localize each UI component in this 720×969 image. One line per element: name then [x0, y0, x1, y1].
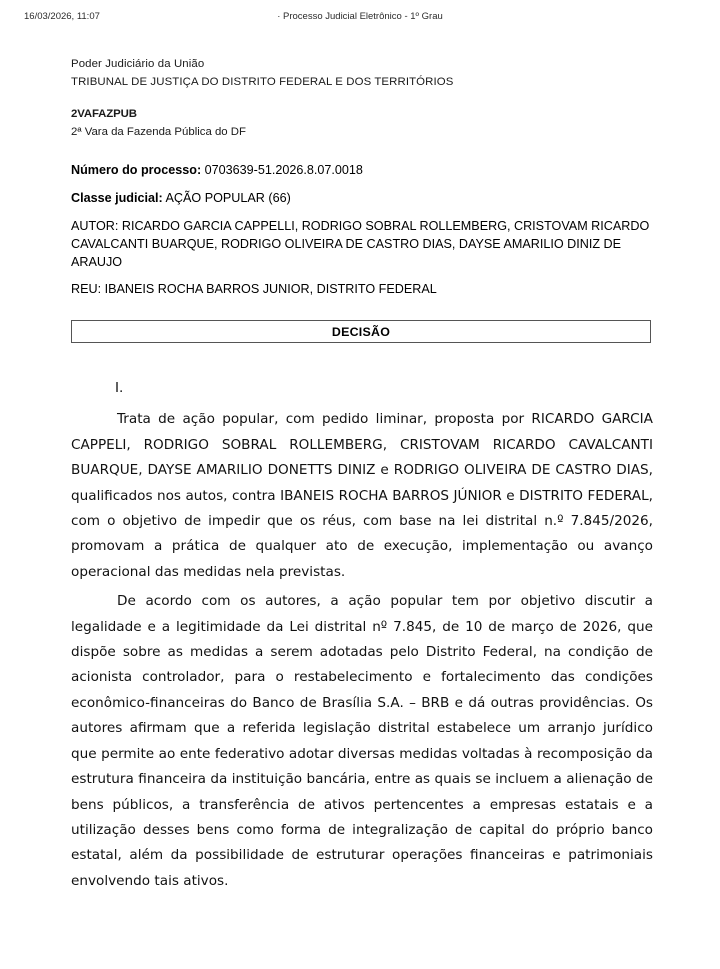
decision-title-box [71, 320, 651, 343]
process-number-row [71, 161, 653, 180]
judicial-unit-code: 2VAFAZPUB [71, 108, 137, 120]
letterhead-line-1: Poder Judiciário da União [71, 58, 205, 70]
judicial-class-row [71, 189, 653, 208]
plaintiffs-row: AUTOR: RICARDO GARCIA CAPPELLI, RODRIGO SOBRAL ROLLEMBERG, CRISTOVAM RICARDO CAVALCANTI BUARQUE, RODRIGO OLIVEIRA DE CASTRO DIAS, DAYSE AMARILIO DINIZ DE ARAUJO [71, 219, 650, 269]
decision-body [71, 376, 653, 894]
print-header-title: · Processo Judicial Eletrônico - 1º Grau [277, 11, 443, 22]
decision-title: DECISÃO [331, 324, 391, 339]
decision-paragraph-1: Trata de ação popular, com pedido liminar, proposta por RICARDO GARCIA CAPPELI, RODRIGO SOBRAL ROLLEMBERG, CRISTOVAM RICARDO CAVALCANTI BUARQUE, DAYSE AMARILIO DONETTS DINIZ e RODRIGO OLIVEIRA DE CASTRO DIAS, qualificados nos autos, contra IBANEIS ROCHA BARROS JÚNIOR e DISTRITO FEDERAL, com o objetivo de impedir que os réus, com base na lei distrital n.º 7.845/2026, promovam a prática de qualquer ato de execução, implementação ou avanço operacional das medidas nela previstas. [71, 411, 653, 580]
case-metadata [71, 161, 653, 298]
court-letterhead [71, 56, 653, 91]
process-number-value: 0703639-51.2026.8.07.0018 [201, 163, 363, 177]
letterhead-line-2: TRIBUNAL DE JUSTIÇA DO DISTRITO FEDERAL E DOS TERRITÓRIOS [71, 75, 454, 88]
judicial-unit-name: 2ª Vara da Fazenda Pública do DF [71, 125, 246, 138]
defendants-row: REU: IBANEIS ROCHA BARROS JUNIOR, DISTRITO FEDERAL [71, 282, 437, 296]
print-header-datetime: 16/03/2026, 11:07 [24, 11, 100, 22]
judicial-class-label: Classe judicial: [71, 191, 163, 205]
judicial-unit [71, 106, 653, 141]
process-number-label: Número do processo: [71, 163, 202, 177]
section-marker-i: I. [115, 380, 124, 396]
document-content [71, 56, 653, 894]
decision-paragraph-2: De acordo com os autores, a ação popular tem por objetivo discutir a legalidade e a legitimidade da Lei distrital nº 7.845, de 10 de março de 2026, que dispõe sobre as medidas a serem adotadas pelo Distrito Federal, na condição de acionista controlador, para o restabelecimento e fortalecimento das condições econômico-financeiras do Banco de Brasília S.A. – BRB e dá outras providências. Os autores afirmam que a referida legislação distrital estabelece um arranjo jurídico que permite ao ente federativo adotar diversas medidas voltadas à recomposição da estrutura financeira da instituição bancária, entre as quais se incluem a alienação de bens públicos, a transferência de ativos pertencentes a empresas estatais e a utilização desses bens como forma de integralização de capital do próprio banco estatal, além da possibilidade de estruturar operações financeiras e patrimoniais envolvendo tais ativos. [71, 593, 653, 889]
judicial-class-value: AÇÃO POPULAR (66) [162, 191, 291, 205]
